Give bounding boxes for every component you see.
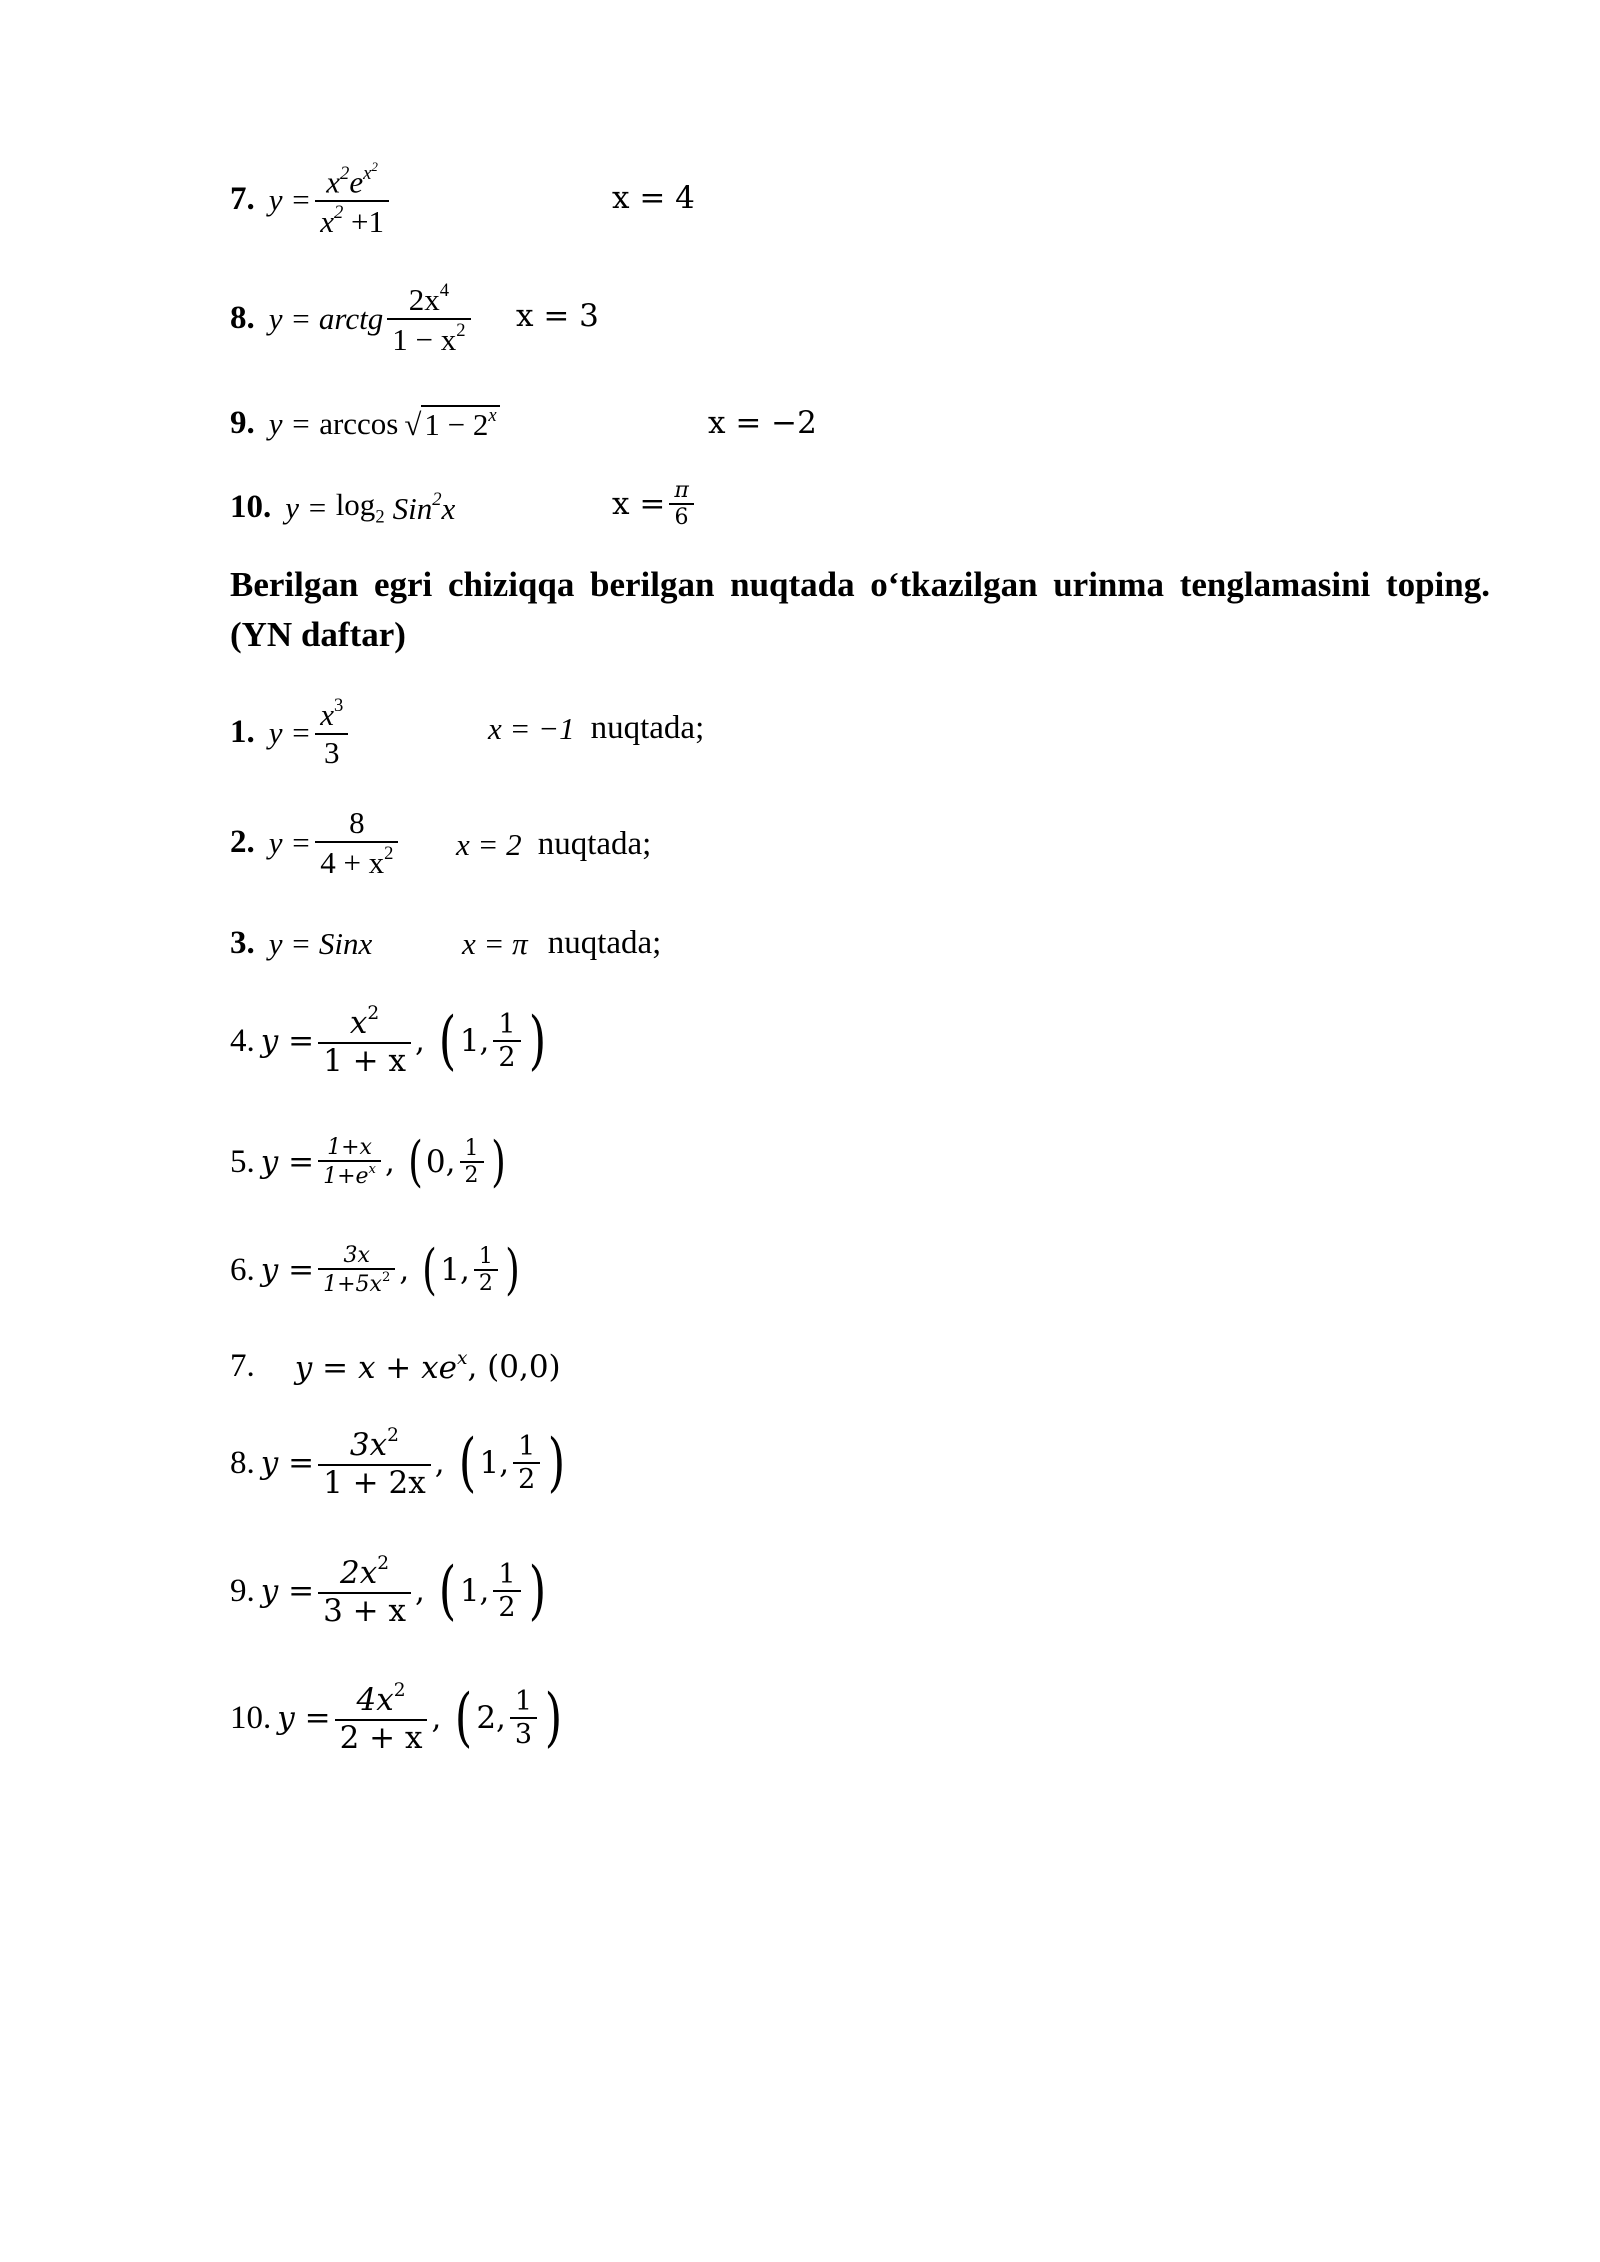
tangent-condition: x = −1 nuqtada; [488,710,705,746]
point-value: x = −2 [708,405,817,441]
problem-number: 1. [230,714,255,751]
point-value: x = 3 [516,298,599,334]
function-name: arccos [319,405,399,441]
lhs: y = [285,489,328,525]
point-x: 1, [479,1445,510,1482]
point-fraction: $\frac{1}{2}$ [460,1136,484,1189]
fraction: $\frac{3x}{1+5x^2}$ [318,1243,395,1297]
lhs: y = [268,181,312,217]
tangent-problem-8: 8. y = $\frac{3x^2}{1 + 2x}$ , ( 1, $\frac{1}{2}$ ) [230,1425,566,1501]
problem-9-derivative [230,405,500,443]
problem-number: 9. [230,405,255,442]
point-fraction: $\frac{1}{3}$ [510,1686,537,1750]
lhs: y = [268,824,312,860]
fraction: $\frac{\pi}{6}$ [669,478,693,531]
lhs: y = [260,1144,315,1181]
problem-10-derivative [230,487,455,528]
lhs: y = [268,714,312,750]
problem-number: 3. [230,925,255,961]
point-fraction: $\frac{1}{2}$ [493,1009,520,1073]
point-fraction: $\frac{1}{2}$ [493,1559,520,1623]
problem-number: 8. [230,300,255,337]
fraction: $\frac{4x^2}{2 + x}$ [335,1680,428,1756]
problem-number: 10. [230,1699,272,1736]
point-fraction: $\frac{1}{2}$ [474,1244,498,1297]
function-argument: Sin$^2$x [392,488,456,526]
point: , (0,0) [467,1348,561,1385]
tangent-problem-2 [230,805,402,880]
expression: $y = x + xe^x$ [294,1348,468,1386]
point-x: 0, [425,1144,456,1181]
point-value: x = $\frac{\pi}{6}$ [612,478,698,531]
problem-number: 6. [230,1251,255,1288]
problem-number: 2. [230,824,255,861]
fraction: $\frac{x^2}{1 + x}$ [318,1003,411,1079]
tangent-problem-6: 6. y = $\frac{3x}{1+5x^2}$ , ( 1, $\frac{1}{2}$ ) [230,1238,520,1302]
problem-number: 9. [230,1572,255,1609]
tangent-problem-1 [230,695,352,770]
tangent-problem-10: 10. y = $\frac{4x^2}{2 + x}$ , ( 2, $\frac{1}{3}$ ) [230,1680,563,1756]
lhs: y = [260,1445,315,1482]
problem-8-derivative [230,280,475,357]
fraction: $\frac{x^2e^{x^2}}{x^2 +1}$ [315,160,389,240]
point-value: x = 4 [612,180,695,216]
lhs: y = [277,1700,331,1737]
problem-number: 7. [230,181,255,218]
lhs: y = Sinx [268,925,373,961]
lhs: y = [268,405,312,441]
point-x: 1, [459,1573,490,1610]
fraction: $\frac{2x^4}{1 - x^2}$ [387,280,470,357]
tangent-problem-7 [230,1348,561,1386]
point-x: 2, [476,1700,506,1737]
fraction: $\frac{2x^2}{3 + x}$ [318,1553,411,1629]
function-name: $\log_2$ [335,487,385,528]
tangent-problem-5: 5. y = $\frac{1+x}{1+e^x}$ , ( 0, $\frac{1}{2}$ ) [230,1130,506,1194]
square-root: $√1 - 2^x$ [404,405,499,443]
fraction: $\frac{8}{4 + x^2}$ [315,805,398,880]
lhs: y = [260,1023,315,1060]
tangent-condition: x = π nuqtada; [462,925,662,961]
tangent-condition: x = 2 nuqtada; [456,826,652,862]
tangent-problem-3 [230,925,372,962]
problem-number: 10. [230,489,272,526]
lhs: y = [260,1252,315,1289]
lhs: y = [260,1573,315,1610]
fraction: $\frac{1+x}{1+e^x}$ [318,1135,381,1189]
problem-number: 5. [230,1143,255,1180]
point-x: 1, [459,1023,490,1060]
tangent-problem-9: 9. y = $\frac{2x^2}{3 + x}$ , ( 1, $\frac{1}{2}$ ) [230,1553,546,1629]
problem-7-derivative [230,160,393,240]
lhs: y = arctg [268,300,384,336]
problem-number: 8. [230,1444,255,1481]
fraction: $\frac{3x^2}{1 + 2x}$ [318,1425,431,1501]
point-x: 1, [440,1252,470,1289]
problem-number: 4. [230,1022,255,1059]
fraction: $\frac{x^3}{3}$ [315,695,348,770]
tangent-problem-4: 4. y = $\frac{x^2}{1 + x}$ , ( 1, $\frac{1}{2}$ ) [230,1003,546,1079]
problem-number: 7. [230,1348,255,1385]
section-heading: Berilgan egri chiziqqa berilgan nuqtada o‘tkazilgan urinma tenglamasini toping. (YN daftar) [230,565,1490,654]
point-fraction: $\frac{1}{2}$ [513,1431,540,1495]
